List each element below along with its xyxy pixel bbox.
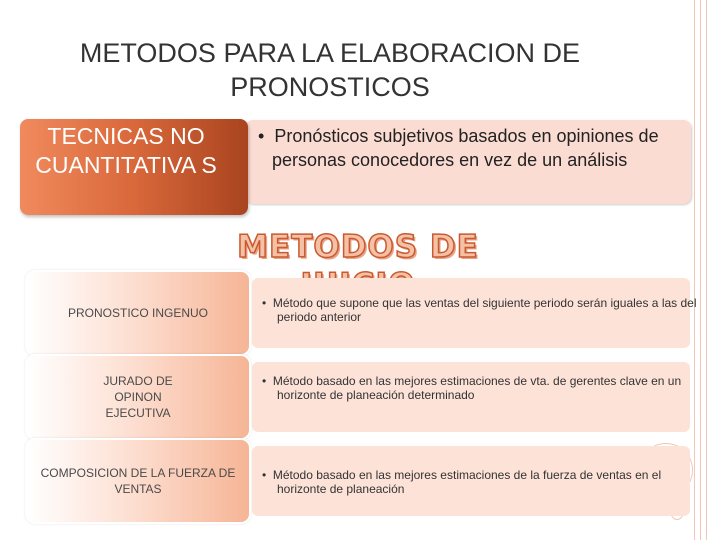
method-description-text: Método basado en las mejores estimaciones de la fuerza de ventas en el horizonte de planeación <box>272 468 662 496</box>
bullet: • <box>262 296 267 310</box>
method-name: JURADO DE OPINON EJECUTIVA <box>103 374 173 420</box>
method-description <box>262 296 697 324</box>
category-label: TECNICAS NO CUANTITATIVA S <box>35 123 217 178</box>
method-name: PRONOSTICO INGENUO <box>67 306 208 320</box>
title-line-2: PRONOSTICOS <box>230 72 430 102</box>
border-line <box>700 0 701 540</box>
bullet: • <box>262 468 267 482</box>
method-description <box>262 374 697 402</box>
method-name-box <box>27 440 249 522</box>
category-description-text: Pronósticos subjetivos basados en opiniones de personas conocedores en vez de un análisis <box>272 126 659 170</box>
bullet: • <box>258 126 265 146</box>
slide-title <box>20 36 640 104</box>
border-line <box>706 0 707 540</box>
title-line-1: METODOS PARA LA ELABORACION DE <box>79 38 581 68</box>
border-line <box>694 0 695 540</box>
section-title: METODOS DE <box>237 229 479 265</box>
method-name-box <box>27 272 249 354</box>
method-name: COMPOSICION DE LA FUERZA DE VENTAS <box>40 466 236 496</box>
method-description-text: Método que supone que las ventas del siguiente periodo serán iguales a las del periodo anterior <box>272 296 697 324</box>
bullet: • <box>262 374 267 388</box>
method-name-box <box>27 356 249 438</box>
method-description-text: Método basado en las mejores estimaciones de vta. de gerentes clave en un horizonte de planeación determinado <box>272 374 682 402</box>
method-description <box>262 468 697 496</box>
category-description <box>258 124 692 172</box>
